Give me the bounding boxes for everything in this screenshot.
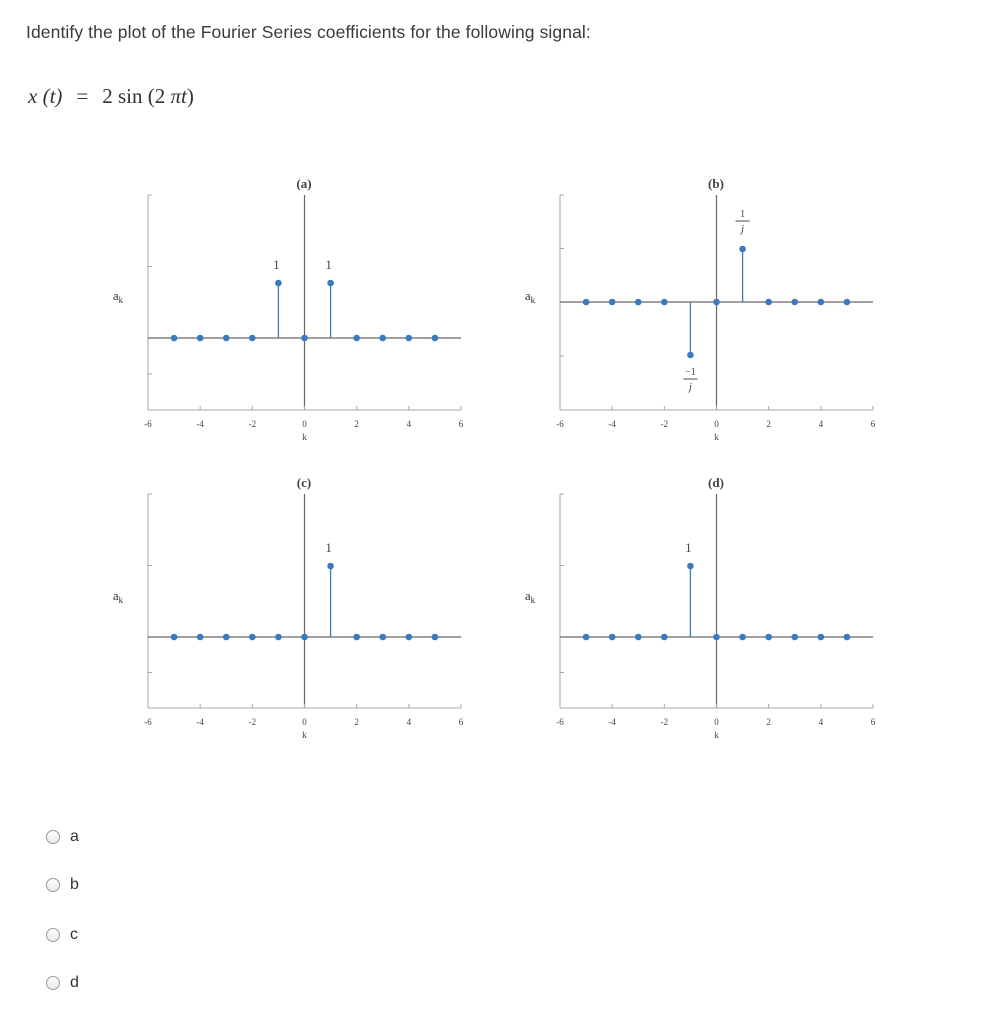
y-axis-label: $a_k$ — [524, 288, 536, 305]
radio-d[interactable] — [46, 976, 60, 990]
stem-marker — [791, 299, 798, 306]
stem-marker — [635, 299, 642, 306]
x-tick-label: -2 — [248, 419, 257, 429]
radio-a[interactable] — [46, 830, 60, 844]
x-tick-label: 4 — [818, 419, 824, 429]
x-tick-label: 6 — [458, 717, 464, 727]
radio-c[interactable] — [46, 928, 60, 942]
value-annotation: 1 — [685, 540, 692, 555]
x-tick-label: -6 — [144, 419, 152, 429]
formula-rhs-arg: πt — [170, 84, 187, 108]
stem-marker — [301, 634, 308, 641]
stem-marker — [327, 280, 334, 287]
y-axis-label: $a_k$ — [112, 588, 124, 605]
stem-marker — [171, 634, 178, 641]
panel-title: (a) — [296, 176, 312, 191]
stem-plot-c — [113, 475, 464, 741]
stem-marker — [739, 634, 746, 641]
stem-marker — [249, 634, 256, 641]
stem-marker — [713, 299, 720, 306]
y-axis-label: $a_k$ — [524, 588, 536, 605]
stem-marker — [661, 634, 668, 641]
annotation-numerator: 1 — [740, 209, 746, 220]
x-axis-label: k — [302, 731, 307, 741]
x-tick-label: -4 — [196, 419, 204, 429]
stem-marker — [687, 563, 694, 570]
x-tick-label: 2 — [354, 717, 359, 727]
panel-title: (d) — [708, 475, 724, 490]
stem-marker — [223, 634, 230, 641]
choice-b[interactable] — [46, 870, 79, 900]
stem-plot-a — [113, 176, 464, 443]
annotation-numerator: −1 — [685, 367, 696, 378]
annotation-denominator: j — [741, 223, 745, 235]
stem-marker — [818, 634, 825, 641]
panel-title: (c) — [296, 475, 312, 490]
stem-marker — [765, 299, 772, 306]
choice-c-label: c — [70, 926, 78, 943]
x-tick-label: -6 — [556, 717, 564, 727]
stem-marker — [791, 634, 798, 641]
x-axis-label: k — [714, 433, 719, 443]
stem-plot-b — [525, 176, 876, 443]
x-tick-label: 4 — [406, 717, 412, 727]
x-tick-label: 6 — [458, 419, 464, 429]
formula-rhs-close: ) — [186, 84, 194, 108]
x-tick-label: 4 — [406, 419, 412, 429]
stem-marker — [713, 634, 720, 641]
stem-plot-d — [525, 475, 876, 741]
value-annotation: 1 — [325, 540, 332, 555]
choice-a[interactable] — [46, 822, 79, 852]
x-axis-label: k — [302, 433, 307, 443]
stem-marker — [301, 335, 308, 342]
formula-equals: = — [76, 84, 89, 108]
x-tick-label: 0 — [714, 419, 719, 429]
x-tick-label: -4 — [608, 419, 616, 429]
stem-marker — [432, 634, 439, 641]
question-text: Identify the plot of the Fourier Series coefficients for the following signal: — [26, 22, 591, 42]
choice-a-label: a — [70, 828, 79, 845]
stem-marker — [818, 299, 825, 306]
x-tick-label: -2 — [660, 419, 669, 429]
stem-marker — [583, 634, 590, 641]
x-tick-label: 2 — [354, 419, 359, 429]
choice-b-label: b — [70, 876, 79, 893]
stem-marker — [353, 634, 360, 641]
stem-marker — [379, 634, 386, 641]
x-tick-label: 0 — [302, 717, 307, 727]
stem-marker — [275, 280, 282, 287]
choice-c[interactable] — [46, 920, 78, 950]
panel-title: (b) — [708, 176, 724, 191]
stem-marker — [197, 634, 204, 641]
stem-marker — [249, 335, 256, 342]
choice-d[interactable] — [46, 968, 79, 998]
formula-lhs: x (t) — [28, 84, 63, 108]
stem-marker — [661, 299, 668, 306]
stem-marker — [406, 634, 413, 641]
x-axis-label: k — [714, 731, 719, 741]
x-tick-label: -2 — [248, 717, 257, 727]
stem-marker — [327, 563, 334, 570]
annotation-denominator: j — [688, 381, 692, 393]
stem-marker — [406, 335, 413, 342]
radio-b[interactable] — [46, 878, 60, 892]
choice-d-label: d — [70, 974, 79, 991]
x-tick-label: 0 — [302, 419, 307, 429]
x-tick-label: -4 — [196, 717, 204, 727]
x-tick-label: 0 — [714, 717, 719, 727]
y-axis-label: $a_k$ — [112, 288, 124, 305]
stem-marker — [844, 299, 851, 306]
stem-marker — [583, 299, 590, 306]
stem-marker — [609, 634, 616, 641]
stem-marker — [765, 634, 772, 641]
stem-marker — [687, 352, 694, 359]
x-tick-label: -4 — [608, 717, 616, 727]
stem-marker — [171, 335, 178, 342]
x-tick-label: 6 — [870, 419, 876, 429]
stem-marker — [609, 299, 616, 306]
stem-marker — [353, 335, 360, 342]
stem-marker — [197, 335, 204, 342]
x-tick-label: 6 — [870, 717, 876, 727]
x-tick-label: -6 — [556, 419, 564, 429]
stem-marker — [739, 246, 746, 253]
x-tick-label: 2 — [766, 717, 771, 727]
formula-rhs-coef: 2 sin (2 — [102, 84, 171, 108]
x-tick-label: 4 — [818, 717, 824, 727]
x-tick-label: 2 — [766, 419, 771, 429]
stem-marker — [275, 634, 282, 641]
stem-marker — [432, 335, 439, 342]
value-annotation: 1 — [273, 257, 280, 272]
x-tick-label: -6 — [144, 717, 152, 727]
stem-marker — [844, 634, 851, 641]
stem-marker — [379, 335, 386, 342]
value-annotation: 1 — [325, 257, 332, 272]
x-tick-label: -2 — [660, 717, 669, 727]
stem-marker — [223, 335, 230, 342]
stem-marker — [635, 634, 642, 641]
